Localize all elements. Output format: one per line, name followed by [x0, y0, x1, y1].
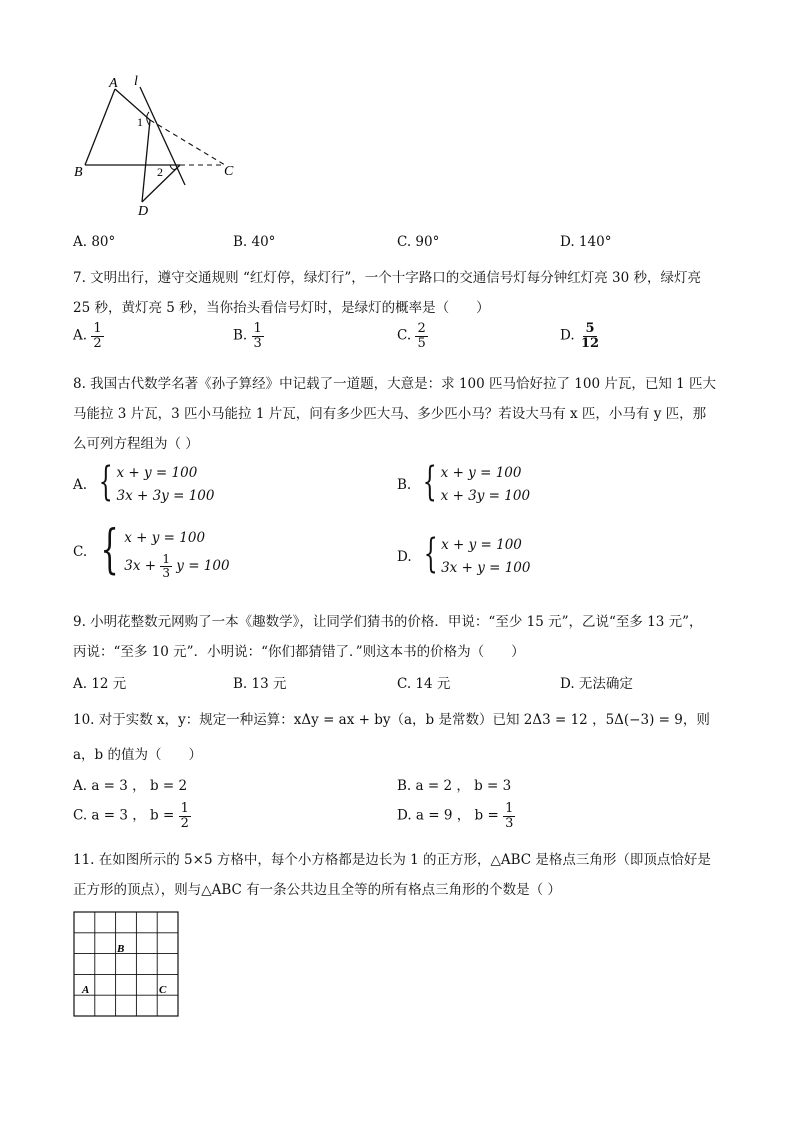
label-d: D: [138, 204, 149, 219]
q8-option-c-eq2-pre: 3x +: [124, 558, 157, 574]
q8-stem-line2: 马能拉 3 片瓦，3 匹小马能拉 1 片瓦，问有多少匹大马、多少匹小马？若设大马有 x 匹，小马有 y 匹，那: [73, 406, 707, 422]
q8-option-c-letter: C.: [73, 544, 88, 560]
q9-option-d[interactable]: D. 无法确定: [560, 676, 633, 692]
q8-option-a-letter: A.: [73, 477, 88, 493]
q10-option-c-den: 2: [180, 815, 189, 831]
q10-option-c-pre: C. a = 3 ， b =: [73, 807, 175, 824]
grid-border: [74, 912, 178, 1016]
q8-option-c-eq2-post: y = 100: [176, 558, 230, 574]
q7-option-b-den: 3: [253, 335, 262, 351]
segment-ab: [85, 89, 115, 165]
q8-option-b-eq2: x + 3y = 100: [440, 488, 531, 504]
q7-option-b-letter: B.: [233, 327, 248, 344]
q7-option-a[interactable]: [73, 322, 104, 350]
brace-icon: {: [422, 459, 437, 505]
q7-option-c-fraction: [415, 322, 427, 350]
grid-lines: [74, 912, 178, 1016]
q10-option-b[interactable]: B. a = 2 ， b = 3: [397, 778, 512, 794]
q7-option-a-letter: A.: [73, 327, 88, 344]
q7-option-d-num: 5: [585, 321, 595, 336]
q9-option-c[interactable]: C. 14 元: [397, 676, 451, 692]
q10-stem-line1: 10. 对于实数 x，y：规定一种运算：xΔy = ax + by（a，b 是常数）已知 2Δ3 = 12 ，5Δ(−3) = 9，则: [73, 712, 710, 728]
q7-option-b-fraction: [252, 322, 264, 350]
q6-figure: [70, 72, 240, 222]
segment-fold-c-dashed: [150, 120, 225, 165]
q8-option-b-eq1: x + y = 100: [440, 465, 522, 481]
q10-option-c-fraction: [179, 802, 191, 830]
label-a: A: [109, 76, 118, 91]
label-c: C: [224, 164, 234, 179]
q7-option-d-letter: D.: [560, 327, 575, 344]
q7-option-d-fraction: [579, 322, 601, 350]
q7-option-c-letter: C.: [397, 327, 412, 344]
q9-option-b[interactable]: B. 13 元: [233, 676, 287, 692]
q10-option-d-den: 3: [505, 815, 514, 831]
grid-label-c: C: [159, 984, 167, 996]
q7-stem-line1: 7. 文明出行，遵守交通规则 “红灯停，绿灯行”，一个十字路口的交通信号灯每分钟红灯亮 30 秒，绿灯亮: [73, 270, 702, 286]
q7-option-b-num: 1: [253, 321, 262, 336]
q7-option-b[interactable]: [233, 322, 264, 350]
grid-label-b: B: [117, 943, 125, 955]
q7-option-c-num: 2: [417, 321, 426, 336]
q7-option-d-den: 12: [580, 335, 600, 351]
q8-option-d-eq1: x + y = 100: [441, 537, 522, 553]
q10-stem-line2: a，b 的值为（ ）: [73, 747, 202, 763]
q8-option-c-eq2: [124, 552, 229, 580]
q8-option-c-eq1: x + y = 100: [124, 530, 206, 546]
q7-option-a-num: 1: [93, 321, 102, 336]
segment-a-fold: [115, 89, 150, 120]
q8-option-c-system: [124, 524, 229, 580]
q7-option-c-den: 5: [417, 335, 426, 351]
q8-option-a[interactable]: [73, 459, 215, 508]
q8-option-d-letter: D.: [397, 549, 412, 565]
q10-option-d-num: 1: [505, 801, 514, 816]
q8-option-d-system: [441, 534, 530, 580]
label-b: B: [74, 165, 83, 180]
q8-option-c-eq2-num: 1: [162, 552, 170, 567]
q10-option-a[interactable]: A. a = 3 ， b = 2: [73, 778, 188, 794]
grid-label-a: A: [82, 984, 90, 996]
label-angle-1: 1: [137, 115, 143, 129]
q8-stem-line1: 8. 我国古代数学名著《孙子算经》中记载了一道题，大意是：求 100 匹马恰好拉了 100 片瓦，已知 1 匹大: [73, 376, 717, 392]
label-angle-2: 2: [157, 165, 163, 179]
q8-option-b[interactable]: [397, 459, 531, 508]
brace-icon: {: [100, 520, 119, 580]
q7-stem-line2: 25 秒，黄灯亮 5 秒，当你抬头看信号灯时，是绿灯的概率是（ ）: [73, 300, 490, 316]
q7-option-a-fraction: [91, 322, 103, 350]
q8-option-d[interactable]: [397, 531, 531, 580]
q10-option-c[interactable]: [73, 802, 191, 830]
q9-stem-line2: 丙说：“至多 10 元”．小明说：“你们都猜错了．”则这本书的价格为（ ）: [73, 644, 525, 660]
q6-option-b[interactable]: B. 40°: [233, 234, 276, 250]
q8-option-a-eq2: 3x + 3y = 100: [116, 488, 215, 504]
q8-option-a-system: [117, 462, 215, 508]
q10-option-c-num: 1: [180, 801, 189, 816]
q8-option-c-eq2-den: 3: [162, 566, 170, 580]
q6-option-d[interactable]: D. 140°: [560, 234, 612, 250]
q7-option-d[interactable]: [560, 322, 601, 350]
q7-option-a-den: 2: [93, 335, 102, 351]
q7-option-c[interactable]: [397, 322, 428, 350]
q6-option-c[interactable]: C. 90°: [397, 234, 440, 250]
q11-stem-line2: 正方形的顶点），则与△ABC 有一条公共边且全等的所有格点三角形的个数是（ ）: [73, 882, 561, 898]
q8-option-d-eq2: 3x + y = 100: [441, 560, 531, 576]
q9-stem-line1: 9. 小明花整数元网购了一本《趣数学》，让同学们猜书的价格．甲说：“至少 15 元”，乙说“至多 13 元”，: [73, 614, 703, 630]
q11-grid-figure: [73, 911, 181, 1019]
brace-icon: {: [423, 531, 438, 577]
q10-option-d-pre: D. a = 9 ， b =: [397, 807, 499, 824]
q11-stem-line1: 11. 在如图所示的 5×5 方格中，每个小方格都是边长为 1 的正方形，△ABC 是格点三角形（即顶点恰好是: [73, 852, 711, 868]
q8-option-c[interactable]: [73, 520, 230, 580]
q8-stem-line3: 么可列方程组为（ ）: [73, 436, 199, 452]
q9-option-a[interactable]: A. 12 元: [73, 676, 127, 692]
label-l: l: [134, 74, 138, 89]
q10-option-d[interactable]: [397, 802, 515, 830]
brace-icon: {: [98, 459, 113, 505]
q6-option-a[interactable]: A. 80°: [73, 234, 116, 250]
q8-option-b-system: [441, 462, 530, 508]
segment-fold-d: [142, 120, 150, 202]
q10-option-d-fraction: [503, 802, 515, 830]
q8-option-c-eq2-fraction: [160, 553, 172, 579]
q8-option-b-letter: B.: [397, 477, 412, 493]
q8-option-a-eq1: x + y = 100: [116, 465, 198, 481]
